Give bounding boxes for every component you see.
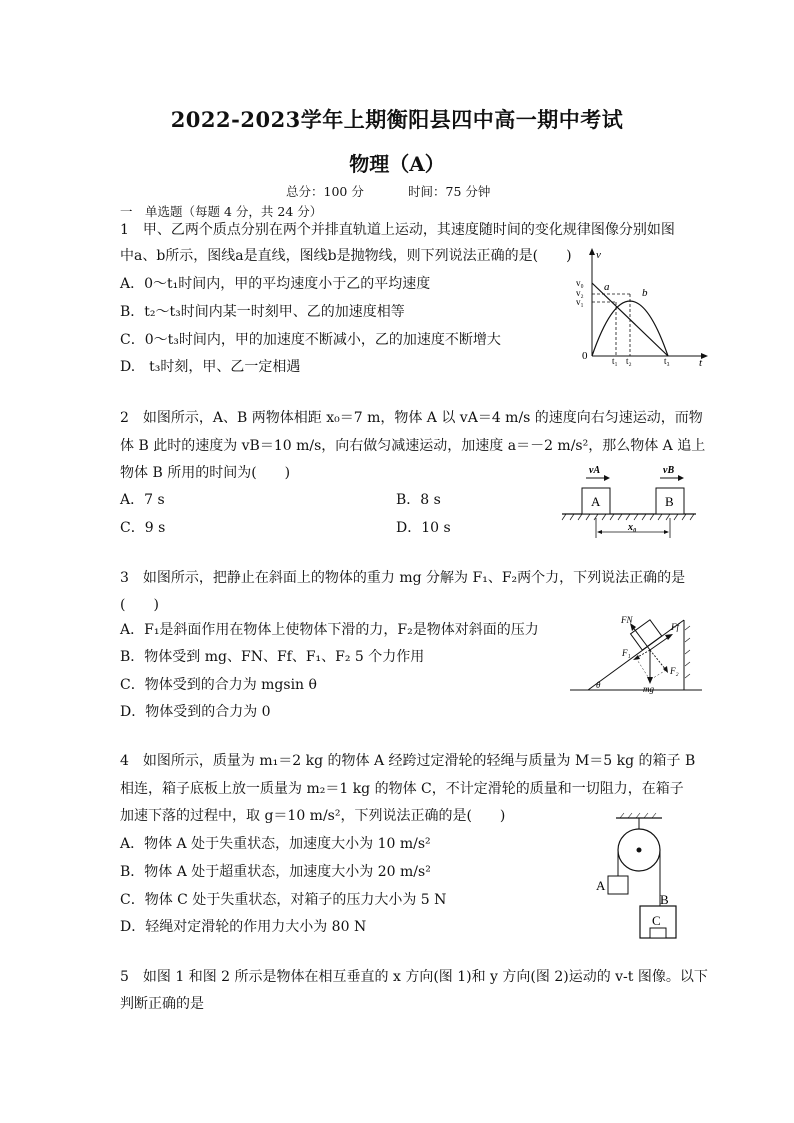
q2-stem-line-1: 2 如图所示，A、B 两物体相距 x₀＝7 m，物体 A 以 vA＝4 m/s 的速度向右匀速运动，而物: [120, 410, 703, 426]
t1-label: t₁: [612, 356, 618, 366]
q4-option-d: D．轻绳对定滑轮的作用力大小为 80 N: [120, 919, 367, 935]
t3-label: t₃: [664, 356, 670, 366]
q1-option-a: A．0～t₁时间内，甲的平均速度小于乙的平均速度: [120, 276, 431, 292]
x0-label: x₀: [628, 522, 637, 533]
fn-label: FN: [621, 615, 633, 625]
ff-label: Ff: [671, 622, 679, 632]
block-a-label: A: [596, 878, 606, 893]
q1-stem-line-2: 中a、b所示，图线a是直线，图线b是抛物线，则下列说法正确的是( ): [120, 248, 572, 264]
q4-option-a: A．物体 A 处于失重状态，加速度大小为 10 m/s²: [120, 836, 431, 852]
curve-a-label: a: [604, 281, 610, 293]
v1-label: v₁: [576, 297, 584, 307]
block-b-label: B: [665, 494, 674, 509]
exam-title: 2022-2023学年上期衡阳县四中高一期中考试: [170, 107, 624, 132]
q5-stem-line-1: 5 如图 1 和图 2 所示是物体在相互垂直的 x 方向(图 1)和 y 方向(图 2)运动的 v-t 图像。以下: [120, 969, 708, 985]
q3-stem-line-1: 3 如图所示，把静止在斜面上的物体的重力 mg 分解为 F₁、F₂两个力，下列说法正确的是: [120, 570, 686, 586]
q4-option-b: B．物体 A 处于超重状态，加速度大小为 20 m/s²: [120, 864, 431, 880]
axis-v-label: v: [596, 249, 601, 261]
q5-stem-line-2: 判断正确的是: [120, 996, 204, 1012]
q1-option-c: C．0～t₃时间内，甲的加速度不断减小，乙的加速度不断增大: [120, 332, 501, 348]
f1-label: F₁: [622, 648, 631, 658]
va-label: vA: [589, 465, 601, 476]
exam-subject: 物理（A）: [349, 152, 445, 176]
vb-label: vB: [663, 465, 675, 476]
q2-option-b: B．8 s: [396, 492, 441, 508]
q1-stem-line-1: 1 甲、乙两个质点分别在两个并排直轨道上运动，其速度随时间的变化规律图像分别如图: [120, 222, 675, 238]
total-score: 总分：100 分: [286, 184, 364, 199]
time-limit: 时间：75 分钟: [408, 184, 491, 199]
v0-label: v₀: [576, 278, 584, 288]
curve-b-label: b: [642, 287, 648, 299]
q2-option-d: D．10 s: [396, 520, 451, 536]
q2-option-c: C．9 s: [120, 520, 166, 536]
origin-label: 0: [582, 350, 588, 362]
q2-motion-figure: [560, 462, 700, 542]
q1-option-b: B．t₂～t₃时间内某一时刻甲、乙的加速度相等: [120, 304, 405, 320]
q3-option-b: B．物体受到 mg、FN、Ff、F₁、F₂ 5 个力作用: [120, 649, 425, 665]
q3-option-a: A．F₁是斜面作用在物体上使物体下滑的力，F₂是物体对斜面的压力: [120, 622, 539, 638]
q2-option-a: A．7 s: [120, 492, 165, 508]
v2-label: v₂: [576, 288, 584, 298]
q2-stem-line-2: 体 B 此时的速度为 vB＝10 m/s，向右做匀减速运动，加速度 a＝－2 m/s²，那么物体 A 追上: [120, 438, 706, 454]
object-c-label: C: [652, 913, 661, 928]
t2-label: t₂: [626, 356, 632, 366]
q3-option-d: D．物体受到的合力为 0: [120, 704, 271, 720]
section-heading: 一 单选题（每题 4 分，共 24 分）: [120, 204, 323, 219]
q1-option-d: D. t₃时刻，甲、乙一定相遇: [120, 359, 301, 375]
q4-stem-line-3: 加速下落的过程中，取 g＝10 m/s²，下列说法正确的是( ): [120, 808, 506, 824]
q3-incline-figure: [566, 606, 706, 698]
q3-option-c: C．物体受到的合力为 mgsin θ: [120, 677, 317, 693]
q2-stem-line-3: 物体 B 所用的时间为( ): [120, 465, 291, 481]
f2-label: F₂: [670, 666, 679, 676]
box-b-label: B: [660, 892, 669, 907]
q3-stem-line-2: ( ): [120, 597, 159, 613]
theta-label: θ: [596, 680, 601, 690]
q4-pulley-figure: [592, 812, 688, 942]
axis-t-label: t: [699, 357, 703, 368]
block-a-label: A: [591, 494, 601, 509]
q4-stem-line-2: 相连，箱子底板上放一质量为 m₂＝1 kg 的物体 C，不计定滑轮的质量和一切阻力，在箱子: [120, 781, 684, 797]
q1-vt-graph: [570, 246, 710, 368]
q4-stem-line-1: 4 如图所示，质量为 m₁＝2 kg 的物体 A 经跨过定滑轮的轻绳与质量为 M＝5 kg 的箱子 B: [120, 753, 696, 769]
mg-label: mg: [643, 684, 654, 694]
q4-option-c: C．物体 C 处于失重状态，对箱子的压力大小为 5 N: [120, 892, 447, 908]
